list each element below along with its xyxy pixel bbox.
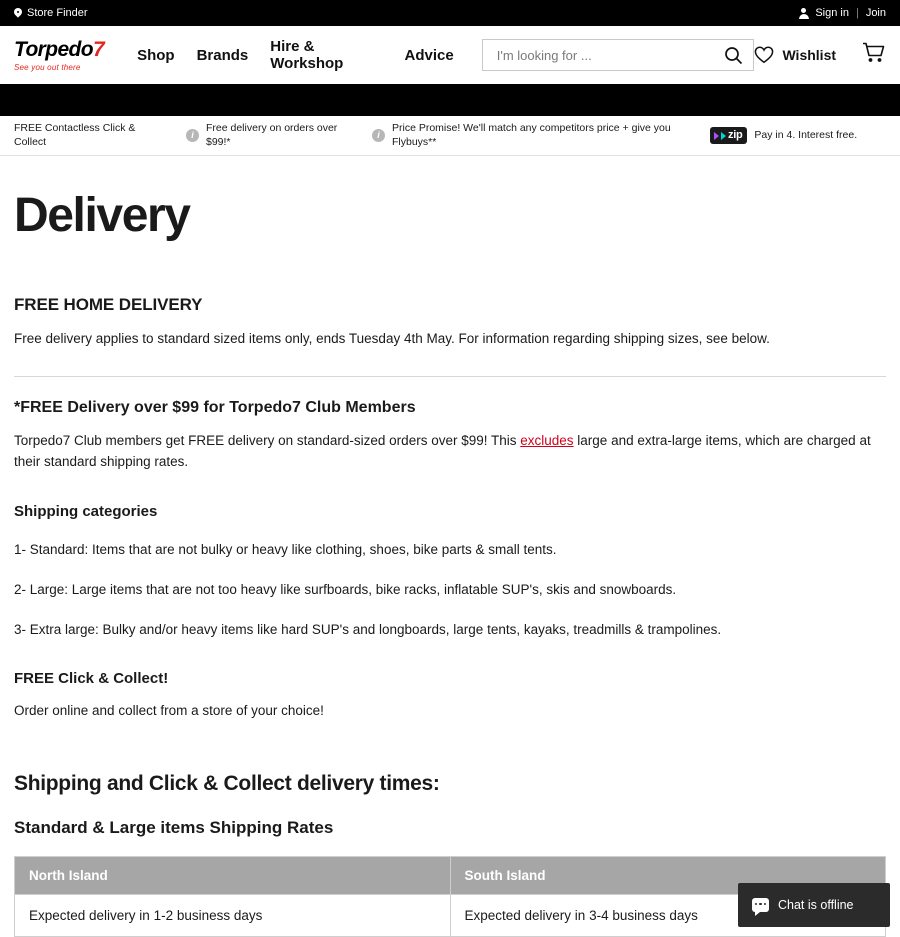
shipping-categories-heading: Shipping categories (14, 502, 158, 520)
info-icon: i (186, 129, 199, 142)
promo-zip-text: Pay in 4. Interest free. (754, 128, 858, 141)
search-button[interactable] (722, 46, 745, 65)
location-pin-icon (14, 8, 22, 19)
main-content (0, 190, 900, 937)
club-members-heading: *FREE Delivery over $99 for Torpedo7 Club Members (14, 398, 416, 416)
promo-free-delivery[interactable] (186, 122, 372, 148)
promo-click-collect-text: FREE Contactless Click & Collect (14, 122, 136, 148)
site-logo[interactable] (14, 39, 115, 72)
rates-heading: Standard & Large items Shipping Rates (14, 818, 334, 838)
store-finder-link[interactable] (14, 7, 88, 19)
chat-status-label: Chat is offline (778, 898, 854, 912)
delivery-times-heading: Shipping and Click & Collect delivery times: (14, 772, 440, 796)
nav-strip (0, 84, 900, 116)
site-header (0, 26, 900, 84)
sign-in-link[interactable]: Sign in (815, 7, 849, 19)
shopping-cart-icon (862, 42, 886, 64)
nav-item-hire-workshop[interactable]: Hire & Workshop (270, 38, 344, 72)
nav-item-brands[interactable]: Brands (196, 46, 249, 64)
promo-zip[interactable] (710, 127, 886, 145)
chat-widget-button[interactable] (738, 883, 890, 927)
utility-bar (0, 0, 900, 26)
store-finder-label: Store Finder (27, 7, 88, 19)
logo-tagline: See you out there (14, 62, 81, 72)
cart-button[interactable] (862, 42, 886, 69)
nav-item-advice[interactable]: Advice (404, 46, 454, 64)
page-title: Delivery (14, 189, 190, 242)
search-input[interactable] (495, 47, 723, 64)
zip-logo-icon: zip (710, 127, 747, 145)
promo-free-delivery-text: Free delivery on orders over $99!* (206, 122, 338, 148)
info-icon: i (372, 129, 385, 142)
nav-item-shop[interactable]: Shop (137, 46, 175, 64)
promo-click-collect[interactable] (14, 122, 186, 148)
free-home-delivery-body: Free delivery applies to standard sized items only, ends Tuesday 4th May. For information regarding shipping sizes, see below. (14, 330, 770, 346)
promo-bar (0, 116, 900, 156)
join-link[interactable]: Join (865, 7, 886, 19)
logo-text: Torpedo (14, 37, 94, 61)
header-actions (754, 42, 886, 69)
cell-south-island-delivery: Expected delivery in 3-4 business days (450, 895, 886, 937)
table-header-south-island: South Island (450, 857, 886, 895)
free-home-delivery-heading: FREE HOME DELIVERY (14, 294, 203, 314)
click-collect-body: Order online and collect from a store of your choice! (14, 703, 324, 719)
search-bar[interactable] (482, 39, 755, 71)
excludes-link[interactable]: excludes (520, 432, 574, 448)
divider (14, 376, 886, 377)
account-links (798, 7, 886, 19)
chat-bubble-icon (752, 898, 769, 912)
shipping-category-large: 2- Large: Large items that are not too heavy like surfboards, bike racks, inflatable SUP's, skis and snowboards. (14, 581, 677, 597)
promo-price-promise-text: Price Promise! We'll match any competitors price + give you Flybuys** (392, 122, 671, 148)
wishlist-label: Wishlist (782, 47, 837, 63)
main-nav (137, 38, 454, 72)
person-icon (798, 8, 808, 19)
wishlist-button[interactable] (754, 46, 836, 64)
table-header-north-island: North Island (15, 857, 451, 895)
promo-price-promise[interactable] (372, 122, 710, 148)
club-body-part1: Torpedo7 Club members get FREE delivery on standard-sized orders over $99! This (14, 432, 521, 448)
cell-north-island-delivery: Expected delivery in 1-2 business days (15, 895, 451, 937)
shipping-category-standard: 1- Standard: Items that are not bulky or heavy like clothing, shoes, bike parts & small tents. (14, 541, 557, 557)
search-icon (724, 46, 743, 65)
heart-icon (754, 46, 774, 64)
club-body-part2: large and extra-large items, which are charged at their standard shipping rates. (14, 432, 871, 469)
club-members-body (14, 431, 886, 473)
logo-seven: 7 (93, 37, 105, 61)
click-collect-heading: FREE Click & Collect! (14, 670, 169, 688)
shipping-category-extra-large: 3- Extra large: Bulky and/or heavy items like hard SUP's and longboards, large tents, kayaks, treadmills & trampolines. (14, 622, 722, 638)
separator: | (855, 7, 859, 19)
